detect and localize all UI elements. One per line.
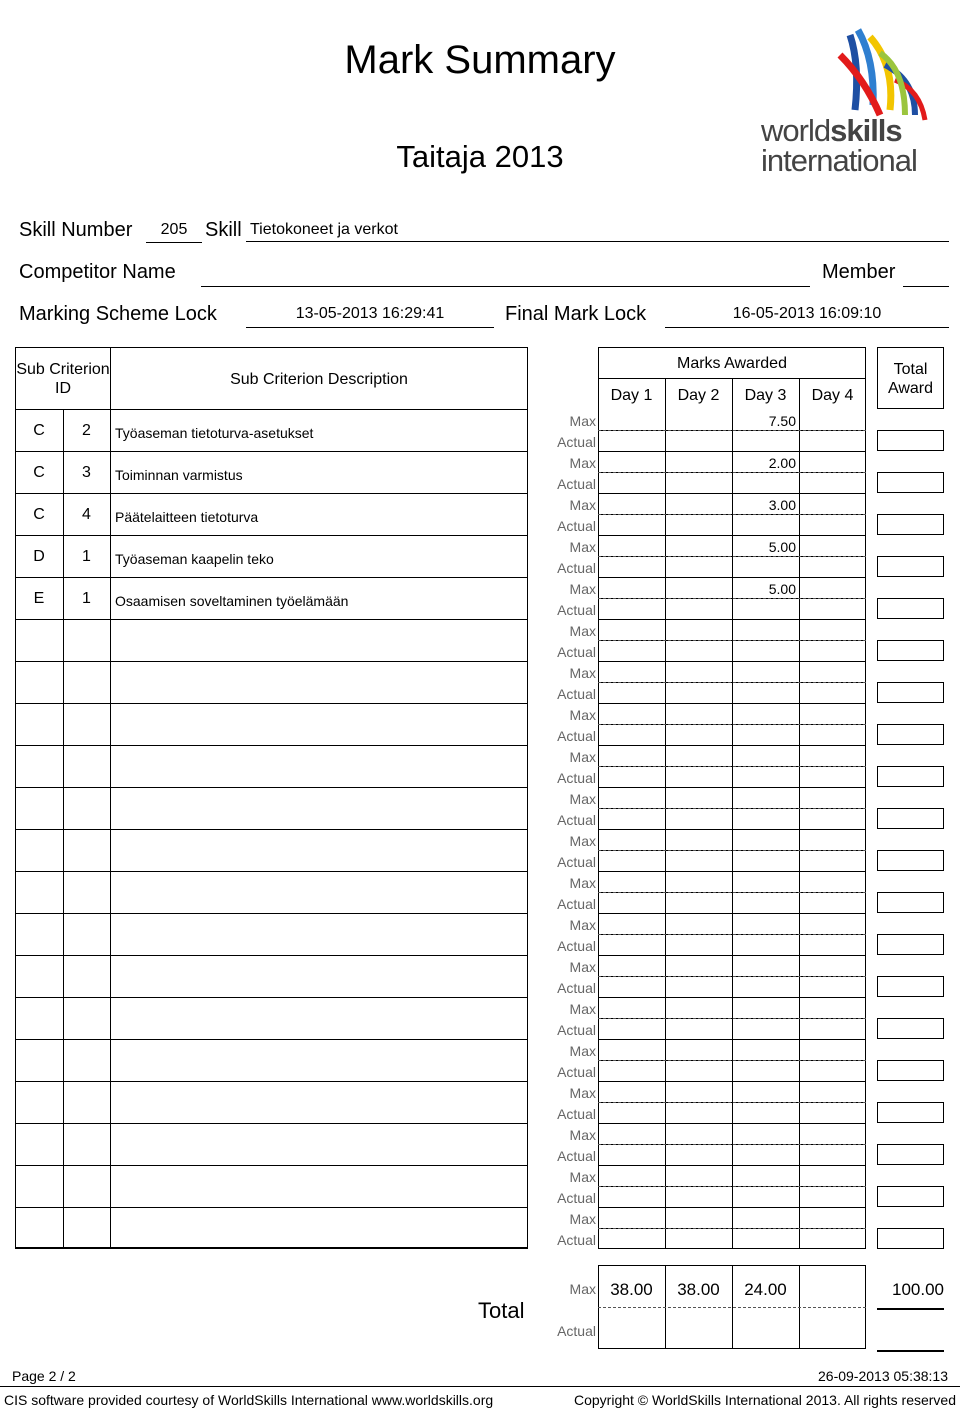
marking-lock-label: Marking Scheme Lock — [19, 303, 217, 325]
worldskills-logo — [755, 25, 935, 180]
final-lock-label: Final Mark Lock — [505, 303, 647, 325]
actual-label: Actual — [557, 770, 596, 786]
max-dash-line — [598, 514, 866, 515]
member-label: Member — [822, 261, 896, 283]
max-label: Max — [569, 581, 596, 597]
total-award-box[interactable] — [877, 556, 944, 577]
competitor-name-value[interactable] — [201, 263, 810, 287]
copyright: Copyright © WorldSkills International 2013. All rights reserved — [573, 1392, 956, 1408]
max-label: Max — [569, 413, 596, 429]
max-label: Max — [569, 959, 596, 975]
day-divider-2 — [732, 378, 733, 1249]
actual-label: Actual — [557, 938, 596, 954]
totals-max-label: Max — [569, 1281, 596, 1297]
row-divider — [15, 1039, 528, 1040]
max-label: Max — [569, 539, 596, 555]
marks-row-top — [598, 1123, 866, 1124]
criterion-letter: C — [33, 506, 45, 523]
day-3-max-value: 5.00 — [768, 539, 796, 555]
max-label: Max — [569, 455, 596, 471]
row-divider — [15, 955, 528, 956]
row-divider — [15, 1207, 528, 1208]
criterion-description: Työaseman kaapelin teko — [115, 551, 274, 567]
criterion-number: 4 — [82, 506, 91, 523]
skill-name-value: Tietokoneet ja verkot — [246, 221, 949, 242]
max-dash-line — [598, 892, 866, 893]
row-divider — [15, 829, 528, 830]
total-award-box[interactable] — [877, 640, 944, 661]
marks-row-top — [598, 955, 866, 956]
row-divider — [15, 1081, 528, 1082]
max-dash-line — [598, 1018, 866, 1019]
max-dash-line — [598, 1102, 866, 1103]
marks-row-top — [598, 703, 866, 704]
actual-label: Actual — [557, 434, 596, 450]
total-award-box[interactable] — [877, 514, 944, 535]
criterion-description: Päätelaitteen tietoturva — [115, 509, 259, 525]
actual-label: Actual — [557, 980, 596, 996]
criterion-description: Osaamisen soveltaminen työelämään — [115, 593, 349, 609]
total-award-box[interactable] — [877, 808, 944, 829]
marks-row-top — [598, 1165, 866, 1166]
actual-label: Actual — [557, 476, 596, 492]
max-dash-line — [598, 1228, 866, 1229]
marks-row-top — [598, 661, 866, 662]
row-divider — [15, 451, 528, 452]
marks-row-top — [598, 997, 866, 998]
marks-row-top — [598, 1039, 866, 1040]
max-label: Max — [569, 833, 596, 849]
total-award-box[interactable] — [877, 1144, 944, 1165]
max-label: Max — [569, 1001, 596, 1017]
total-award-box[interactable] — [877, 598, 944, 619]
max-label: Max — [569, 917, 596, 933]
criterion-number: 1 — [82, 590, 91, 607]
max-label: Max — [569, 497, 596, 513]
actual-label: Actual — [557, 560, 596, 576]
grand-total-max: 100.00 — [892, 1280, 944, 1299]
marks-awarded-header: Marks Awarded — [677, 355, 787, 372]
row-divider — [15, 787, 528, 788]
row-divider — [15, 997, 528, 998]
row-divider — [15, 1123, 528, 1124]
total-award-box[interactable] — [877, 976, 944, 997]
actual-label: Actual — [557, 602, 596, 618]
marking-lock-value: 13-05-2013 16:29:41 — [246, 305, 494, 328]
col-divider-desc — [110, 347, 111, 1249]
col-header-desc: Sub Criterion Description — [230, 371, 408, 388]
row-divider — [15, 535, 528, 536]
row-divider — [15, 493, 528, 494]
actual-label: Actual — [557, 896, 596, 912]
max-dash-line — [598, 598, 866, 599]
total-award-box[interactable] — [877, 1186, 944, 1207]
skill-label: Skill — [205, 219, 242, 241]
total-day-3-max: 24.00 — [744, 1280, 787, 1299]
day-divider-1 — [665, 378, 666, 1249]
actual-label: Actual — [557, 518, 596, 534]
page-number: Page 2 / 2 — [12, 1368, 76, 1384]
max-label: Max — [569, 791, 596, 807]
actual-label: Actual — [557, 854, 596, 870]
total-award-box[interactable] — [877, 1018, 944, 1039]
actual-label: Actual — [557, 1022, 596, 1038]
final-lock-value: 16-05-2013 16:09:10 — [665, 305, 949, 328]
criterion-number: 2 — [82, 422, 91, 439]
max-label: Max — [569, 707, 596, 723]
day-4-header: Day 4 — [811, 387, 854, 404]
total-award-box[interactable] — [877, 850, 944, 871]
competitor-name-label: Competitor Name — [19, 261, 176, 283]
total-award-box[interactable] — [877, 892, 944, 913]
criteria-table — [15, 347, 528, 1249]
total-award-box[interactable] — [877, 1102, 944, 1123]
row-divider — [15, 619, 528, 620]
max-dash-line — [598, 850, 866, 851]
marks-row-top — [598, 535, 866, 536]
total-award-box[interactable] — [877, 682, 944, 703]
row-divider — [15, 409, 528, 410]
day-3-header: Day 3 — [744, 387, 787, 404]
day-1-header: Day 1 — [610, 387, 653, 404]
actual-label: Actual — [557, 686, 596, 702]
row-divider — [15, 1165, 528, 1166]
max-dash-line — [598, 934, 866, 935]
max-dash-line — [598, 1186, 866, 1187]
logo-text-skills: skills — [830, 113, 902, 148]
logo-text-international: international — [761, 143, 917, 178]
criterion-letter: D — [33, 548, 45, 565]
max-label: Max — [569, 1085, 596, 1101]
row-divider — [15, 703, 528, 704]
totals-dash-line — [598, 1307, 866, 1308]
marks-row-top — [598, 1081, 866, 1082]
max-dash-line — [598, 766, 866, 767]
grand-total-actual-line[interactable] — [877, 1350, 944, 1352]
marks-row-top — [598, 619, 866, 620]
criterion-description: Työaseman tietoturva-asetukset — [115, 425, 314, 441]
actual-label: Actual — [557, 1232, 596, 1248]
max-dash-line — [598, 682, 866, 683]
total-label: Total — [478, 1298, 525, 1323]
day-3-max-value: 3.00 — [768, 497, 796, 513]
skill-number-value: 205 — [146, 221, 202, 243]
max-label: Max — [569, 749, 596, 765]
row-divider — [15, 913, 528, 914]
criterion-letter: E — [33, 590, 45, 607]
day-divider-3 — [799, 378, 800, 1249]
event-subtitle: Taitaja 2013 — [396, 139, 564, 174]
criterion-number: 1 — [82, 548, 91, 565]
total-award-box[interactable] — [877, 934, 944, 955]
max-dash-line — [598, 976, 866, 977]
day-2-header: Day 2 — [677, 387, 720, 404]
marks-row-top — [598, 871, 866, 872]
row-divider — [15, 745, 528, 746]
actual-label: Actual — [557, 728, 596, 744]
max-dash-line — [598, 1060, 866, 1061]
logo-swoosh-icon — [755, 25, 935, 125]
criterion-letter: C — [33, 464, 45, 481]
criterion-letter: C — [33, 422, 45, 439]
total-award-box[interactable] — [877, 472, 944, 493]
actual-label: Actual — [557, 812, 596, 828]
page-title: Mark Summary — [344, 38, 616, 82]
grand-total-underline — [877, 1308, 944, 1310]
criterion-number: 3 — [82, 464, 91, 481]
total-award-box[interactable] — [877, 724, 944, 745]
max-dash-line — [598, 472, 866, 473]
max-label: Max — [569, 875, 596, 891]
totals-actual-label: Actual — [557, 1323, 596, 1339]
actual-label: Actual — [557, 1190, 596, 1206]
total-day-2-max: 38.00 — [677, 1280, 720, 1299]
row-divider — [15, 661, 528, 662]
total-day-1-max: 38.00 — [610, 1280, 653, 1299]
print-timestamp: 26-09-2013 05:38:13 — [818, 1368, 948, 1384]
day-3-max-value: 5.00 — [768, 581, 796, 597]
max-label: Max — [569, 1211, 596, 1227]
actual-label: Actual — [557, 1064, 596, 1080]
footer-divider — [0, 1386, 960, 1387]
marks-row-top — [598, 1207, 866, 1208]
max-dash-line — [598, 724, 866, 725]
logo-text-world: world — [761, 113, 831, 148]
total-award-box[interactable] — [877, 766, 944, 787]
total-award-header: Total Award — [887, 361, 934, 397]
max-dash-line — [598, 640, 866, 641]
row-divider — [15, 577, 528, 578]
marks-row-top — [598, 829, 866, 830]
marks-row-top — [598, 451, 866, 452]
marks-row-top — [598, 745, 866, 746]
max-label: Max — [569, 665, 596, 681]
max-label: Max — [569, 623, 596, 639]
criterion-description: Toiminnan varmistus — [115, 467, 243, 483]
marks-row-top — [598, 577, 866, 578]
total-award-box[interactable] — [877, 430, 944, 451]
actual-label: Actual — [557, 1106, 596, 1122]
total-award-box[interactable] — [877, 1228, 944, 1249]
actual-label: Actual — [557, 1148, 596, 1164]
skill-number-label: Skill Number — [19, 219, 133, 241]
max-dash-line — [598, 808, 866, 809]
total-award-box[interactable] — [877, 1060, 944, 1081]
day-3-max-value: 7.50 — [768, 413, 796, 429]
max-label: Max — [569, 1127, 596, 1143]
actual-label: Actual — [557, 644, 596, 660]
col-header-id: Sub Criterion ID — [16, 361, 110, 397]
max-dash-line — [598, 430, 866, 431]
max-dash-line — [598, 556, 866, 557]
max-dash-line — [598, 1144, 866, 1145]
max-label: Max — [569, 1169, 596, 1185]
marks-row-top — [598, 787, 866, 788]
software-credit: CIS software provided courtesy of WorldSkills International www.worldskills.org — [4, 1392, 494, 1408]
max-label: Max — [569, 1043, 596, 1059]
table-bottom — [15, 1247, 528, 1248]
row-divider — [15, 871, 528, 872]
marks-row-top — [598, 493, 866, 494]
day-3-max-value: 2.00 — [768, 455, 796, 471]
member-value[interactable] — [903, 263, 949, 287]
marks-row-top — [598, 913, 866, 914]
